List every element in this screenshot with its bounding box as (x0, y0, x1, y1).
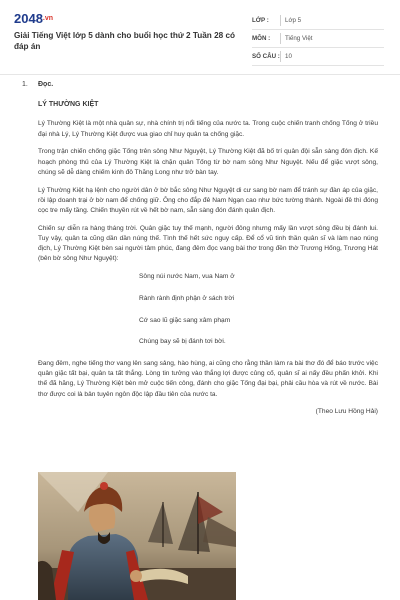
meta-row-count (252, 48, 384, 66)
paragraph: Trong trận chiến chống giặc Tống trên sông Như Nguyệt, Lý Thường Kiệt đã bố trí quân đội sẵn sàng đón địch. Kế hoạch phòng thủ của Lý Thường Kiệt là chặn quân Tống từ bờ nam sông Như Nguyệt. Nếu để giặc vượt sông, chúng sẽ dễ dàng chiếm kinh đô Thăng Long như trở bàn tay. (38, 148, 378, 176)
logo-number: 2048 (14, 11, 43, 26)
site-logo[interactable] (14, 12, 252, 26)
story-title: LÝ THƯỜNG KIỆT (38, 101, 99, 109)
meta-value: Lớp 5 (285, 17, 302, 24)
story-body (38, 119, 378, 417)
header-divider (0, 74, 400, 75)
closing-paragraph: Đang đêm, nghe tiếng thơ vang lên sang sảng, hào hùng, ai cũng cho rằng thần làm ra bài thơ đó để báo trước việc quân giặc tất bại, quân ta tất thắng. Lòng tin tưởng vào thắng lợi được củng cố, quân sĩ ai nấy đều phấn khởi. Khi thế đã hăng, Lý Thường Kiệt bèn mở cuộc tiến công, đánh cho giặc Tống đại bại, phải cầu hòa và rút về nước. Bài thơ được coi là bản tuyên ngôn độc lập đầu tiên của nước ta. (38, 360, 378, 398)
header-left (14, 12, 252, 68)
meta-key: LỚP : (252, 17, 269, 24)
meta-key: MÔN : (252, 35, 271, 42)
paragraph: Chiến sự diễn ra hàng tháng trời. Quân giặc tuy thế mạnh, người đông nhưng mấy lần vượt sông đều bị đánh lui. Tuy vậy, quân ta cũng dần dần núng thế. Tình thế hết sức nguy cấp. Để cổ vũ tinh thần quân sĩ và làm nao núng địch, Lý Thường Kiệt bèn sai người tâm phúc, đang đêm đọc vang bài thơ trong đền thờ Trương Hống, Trương Hát (bên bờ sông Như Nguyệt): (38, 224, 378, 263)
poem (139, 272, 378, 347)
poem-line: Chúng bay sẽ bị đánh tơi bời. (139, 338, 226, 346)
meta-info (252, 12, 384, 68)
question-label: Đọc. (38, 81, 54, 88)
document-header (14, 12, 386, 68)
meta-row-class (252, 12, 384, 30)
document-title: Giải Tiếng Việt lớp 5 dành cho buổi học thứ 2 Tuần 28 có đáp án (14, 31, 236, 51)
meta-value: 10 (285, 53, 292, 60)
general-illustration (38, 472, 236, 600)
source-credit: (Theo Lưu Hồng Hải) (315, 408, 378, 416)
poem-line: Sông núi nước Nam, vua Nam ở (139, 273, 235, 281)
question-content (22, 80, 378, 418)
poem-line: Cớ sao lũ giặc sang xâm phạm (139, 316, 231, 324)
question-number: 1. (22, 81, 28, 88)
poem-line: Rành rành định phận ở sách trời (139, 294, 235, 302)
meta-key: SỐ CÂU : (252, 53, 280, 60)
meta-value: Tiếng Việt (285, 35, 313, 42)
meta-row-subject (252, 30, 384, 48)
paragraph: Lý Thường Kiệt hạ lệnh cho người dân ở bờ bắc sông Như Nguyệt di cư sang bờ nam để tránh sự đàn áp của giặc, rồi lập doanh trại ở bờ nam để chống giữ. Ông cho đắp đê Nam Ngạn cao như bức tường thành. Ngoài đê thì đóng cọc tre mấy tầng. Chiến thuyền rút về hết bờ nam, sẵn sàng đón đánh quân địch. (38, 186, 378, 215)
question-heading (22, 80, 378, 90)
paragraph: Lý Thường Kiệt là một nhà quân sự, nhà chính trị nổi tiếng của nước ta. Trong cuộc chiến tranh chống Tống ở triều đại nhà Lý, Lý Thường Kiệt được vua giao chỉ huy quân ta chống giặc. (38, 120, 378, 138)
logo-tld: .vn (42, 15, 54, 22)
